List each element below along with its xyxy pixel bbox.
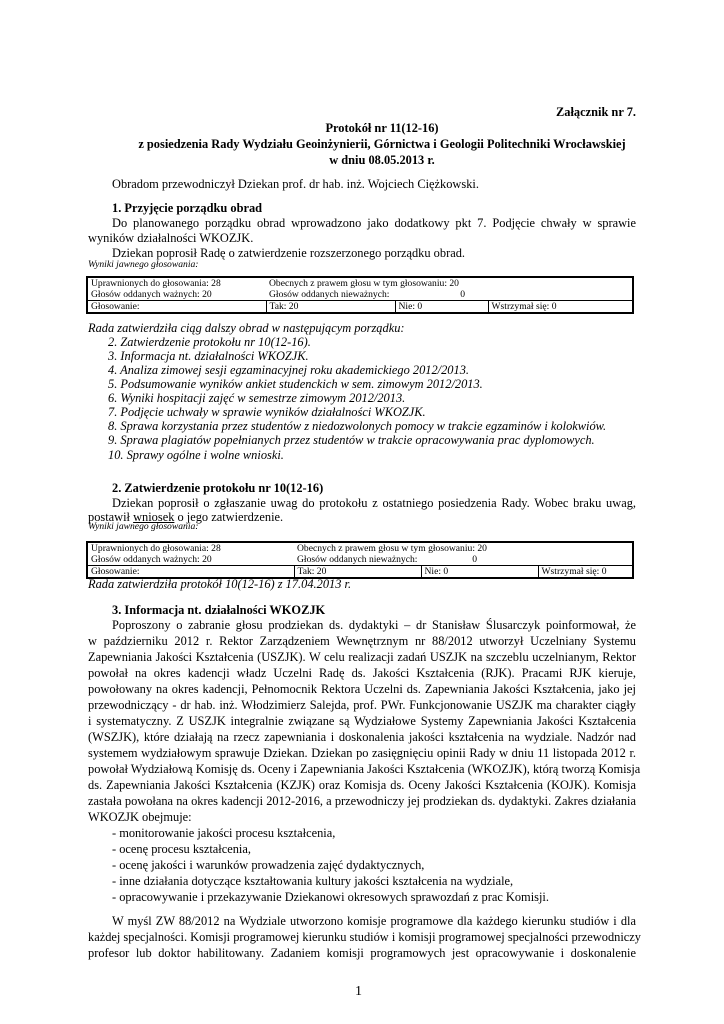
section-3-line: powołowany na okres kadencji, Pełnomocnik Rektora Uczelni ds. Zapewniania Jakości Kształcenia, jako jej	[88, 682, 636, 696]
section-2-paragraph-line: Dziekan poprosił o zgłaszanie uwag do protokołu z ostatniego posiedzenia Rady. Wobec braku uwag,	[112, 496, 636, 510]
vote-caption: Wyniki jawnego głosowania:	[88, 259, 199, 270]
scope-bullet: - inne działania dotyczące kształtowania kultury jakości kształcenia na wydziale,	[112, 874, 514, 888]
vote-eligible: Uprawnionych do głosowania: 28	[91, 278, 221, 289]
section-3-line: przewodniczący - dr hab. inż. Włodzimierz Salejda, prof. PWr. Funkcjonowanie USZJK ma charakter ciągły	[88, 698, 636, 712]
vote-table	[86, 541, 634, 579]
section-3-line: zastała powołana na okres kadencji 2012-2016, a przewodniczy jej prodziekan ds. dydaktyki. Zakres działania	[88, 794, 636, 808]
agenda-item: 9. Sprawa plagiatów popełnianych przez studentów w trakcie opracowywania prac dyplomowych.	[108, 433, 595, 447]
section-3-line: systemem wydziałowym sprawuje Dziekan. Dziekan po zasięgnięciu opinii Rady w dniu 11 listopada 2012 r.	[88, 746, 636, 760]
vote-invalid-value: 0	[460, 289, 466, 300]
agenda-item: 8. Sprawa korzystania przez studentów z niedozwolonych pomocy w trakcie egzaminów i kolokwiów.	[108, 419, 607, 433]
scope-bullet: - monitorowanie jakości procesu kształcenia,	[112, 826, 336, 840]
attachment-label: Załącznik nr 7.	[556, 105, 636, 119]
motion-link: wniosek	[133, 510, 175, 524]
vote-no: Nie: 0	[421, 566, 538, 579]
vote-yes: Tak: 20	[266, 301, 395, 314]
section-3-line: WKOZJK obejmuje:	[88, 810, 192, 824]
vote-valid: Głosów oddanych ważnych: 20	[91, 554, 212, 565]
section-2-result: Rada zatwierdziła protokół 10(12-16) z 17.04.2013 r.	[88, 577, 352, 591]
section-1-paragraph-line: wyników działalności WKOZJK.	[88, 231, 254, 245]
section-3-line: W myśl ZW 88/2012 na Wydziale utworzono komisje programowe dla każdego kierunku studiów i dla	[112, 914, 636, 928]
agenda-item: 10. Sprawy ogólne i wolne wnioski.	[108, 448, 284, 462]
page-number: 1	[355, 984, 362, 999]
intro-text: Obradom przewodniczył Dziekan prof. dr hab. inż. Wojciech Ciężkowski.	[112, 177, 479, 191]
page-title: Protokół nr 11(12-16)	[325, 121, 439, 135]
vote-invalid: Głosów oddanych nieważnych:	[297, 554, 418, 565]
scope-bullet: - ocenę jakości i warunków prowadzenia zajęć dydaktycznych,	[112, 858, 425, 872]
agenda-item: 2. Zatwierdzenie protokołu nr 10(12-16).	[108, 335, 311, 349]
vote-label: Głosowanie:	[87, 301, 266, 314]
agenda-item: 3. Informacja nt. działalności WKOZJK.	[108, 349, 309, 363]
section-3-line: Poproszony o zabranie głosu prodziekan ds. dydaktyki – dr Stanisław Ślusarczyk poinformował, że	[112, 618, 636, 632]
vote-abstain: Wstrzymał się: 0	[488, 301, 633, 314]
agenda-item: 7. Podjęcie uchwały w sprawie wyników działalności WKOZJK.	[108, 405, 426, 419]
scope-bullet: - ocenę procesu kształcenia,	[112, 842, 251, 856]
section-1-heading: 1. Przyjęcie porządku obrad	[112, 201, 263, 215]
vote-caption: Wyniki jawnego głosowania:	[88, 521, 199, 532]
section-3-line: profesor lub doktor habilitowany. Zadaniem komisji programowych jest opracowywanie i doskonalenie	[88, 946, 636, 960]
vote-invalid-value: 0	[472, 554, 478, 565]
page-subtitle: z posiedzenia Rady Wydziału Geoinżynierii, Górnictwa i Geologii Politechniki Wrocławskiej	[138, 137, 626, 151]
section-3-line: powołał na okres kadencji władz Uczelni Radę ds. Jakości Kształcenia (RJK). Pracami RJK kieruje,	[88, 666, 636, 680]
section-1-paragraph-line: Do planowanego porządku obrad wprowadzono jako dodatkowy pkt 7. Podjęcie chwały w sprawie	[112, 216, 636, 230]
agenda-item: 4. Analiza zimowej sesji egzaminacyjnej roku akademickiego 2012/2013.	[108, 363, 469, 377]
vote-no: Nie: 0	[395, 301, 488, 314]
vote-valid: Głosów oddanych ważnych: 20	[91, 289, 212, 300]
section-3-line: w październiku 2012 r. Rektor Zarządzeniem Wewnętrznym nr 88/2012 utworzył Uczelniany Systemu	[88, 634, 636, 648]
vote-table	[86, 276, 634, 314]
section-3-line: każdej specjalności. Komisji programowej kierunku studiów i komisji programowej specjalności przewodniczy	[88, 930, 641, 944]
section-3-line: i systematyczny. Z USZJK integralnie związane są Wydziałowe Systemy Zapewniania Jakości Kształcenia	[88, 714, 636, 728]
meeting-date: w dniu 08.05.2013 r.	[329, 153, 435, 167]
agenda-item: 5. Podsumowanie wyników ankiet studenckich w sem. zimowym 2012/2013.	[108, 377, 483, 391]
section-3-line: ds. Zapewniania Jakości Kształcenia (KZJK) oraz Komisja ds. Oceny Jakości Kształcenia (KOJK). Komisja	[88, 778, 636, 792]
vote-yes: Tak: 20	[294, 566, 421, 579]
section-3-line: powołał Wydziałową Komisję ds. Oceny i Zapewniania Jakości Kształcenia (WKOZJK), którą tworzą Komisja	[88, 762, 641, 776]
agenda-item: 6. Wyniki hospitacji zajęć w semestrze zimowym 2012/2013.	[108, 391, 406, 405]
section-3-heading: 3. Informacja nt. działalności WKOZJK	[112, 603, 326, 617]
section-3-line: (WSZJK), które działają na rzecz zapewniania i doskonalenia jakości kształcenia na wydziale. Nadzór nad	[88, 730, 636, 744]
section-2-heading: 2. Zatwierdzenie protokołu nr 10(12-16)	[112, 481, 324, 495]
vote-label: Głosowanie:	[87, 566, 294, 579]
scope-bullet: - opracowywanie i przekazywanie Dziekanowi okresowych sprawozdań z prac Komisji.	[112, 890, 549, 904]
section-1-paragraph: Dziekan poprosił Radę o zatwierdzenie rozszerzonego porządku obrad.	[112, 246, 465, 260]
vote-present: Obecnych z prawem głosu w tym głosowaniu: 20	[269, 278, 459, 289]
vote-present: Obecnych z prawem głosu w tym głosowaniu: 20	[297, 543, 487, 554]
vote-invalid: Głosów oddanych nieważnych:	[269, 289, 390, 300]
section-3-line: Zapewniania Jakości Kształcenia (USZJK). W celu realizacji zadań USZJK na szczeblu uczelnianym, Rektor	[88, 650, 636, 664]
section-1-result: Rada zatwierdziła ciąg dalszy obrad w następującym porządku:	[88, 321, 405, 335]
vote-abstain: Wstrzymał się: 0	[538, 566, 633, 579]
section-2-paragraph-line: postawił wniosek o jego zatwierdzenie.	[88, 510, 284, 524]
vote-eligible: Uprawnionych do głosowania: 28	[91, 543, 221, 554]
